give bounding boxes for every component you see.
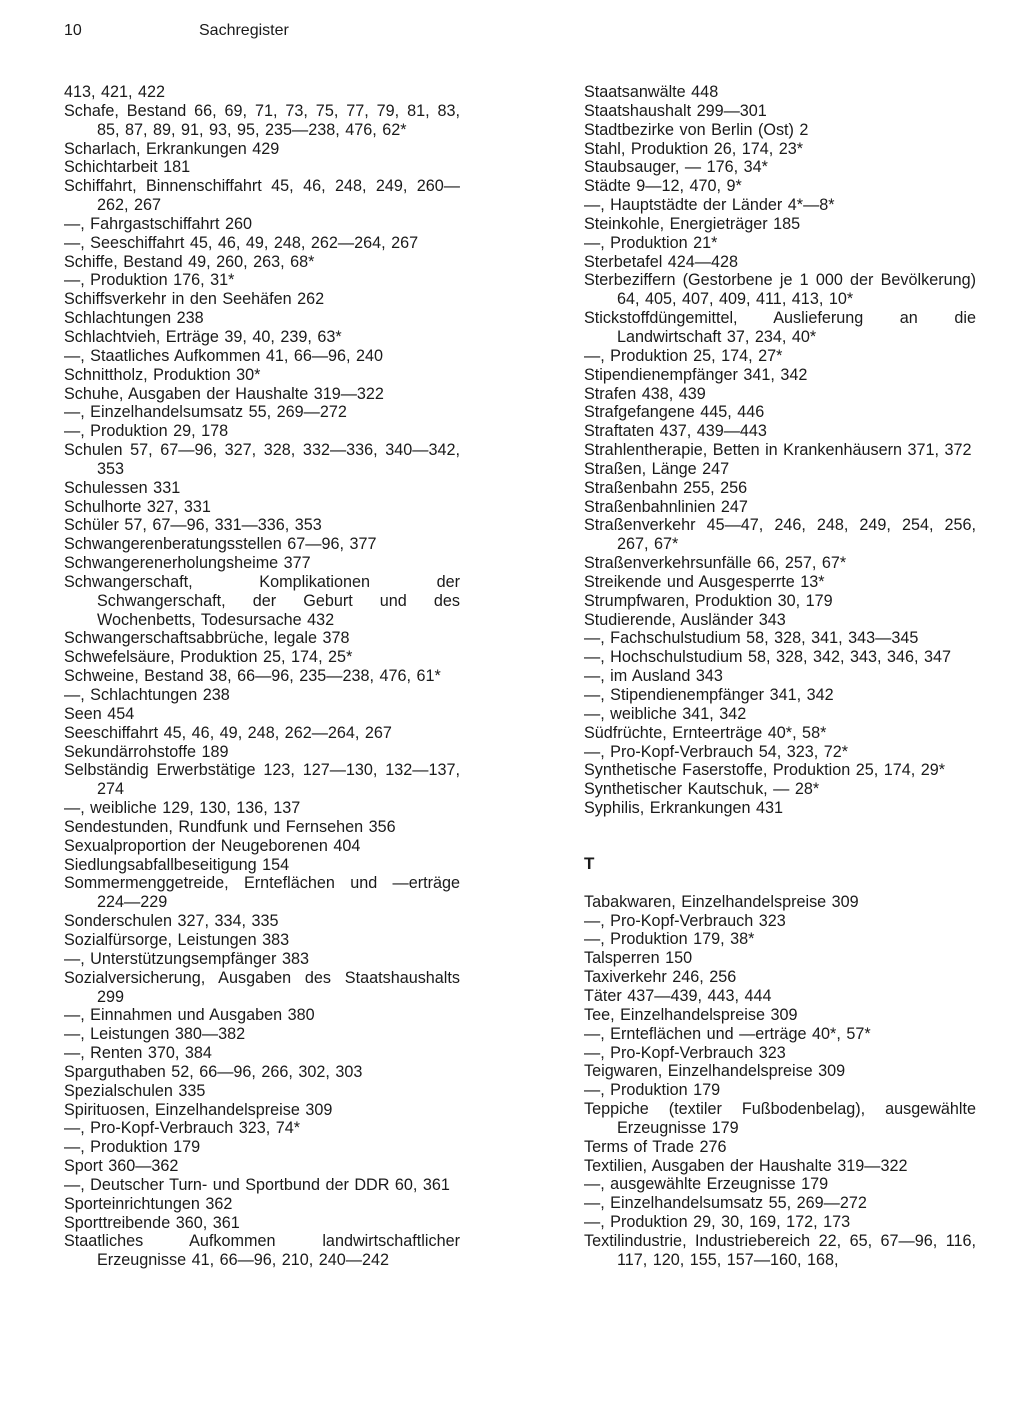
index-entry: Teigwaren, Einzelhandelspreise 309 [584, 1062, 846, 1081]
index-entry: —, Unterstützungsempfänger 383 [64, 949, 309, 968]
page-header [64, 22, 964, 46]
index-entry: Synthetischer Kautschuk, — 28* [584, 780, 820, 799]
index-entry: —, Fachschulstudium 58, 328, 341, 343—345 [584, 629, 919, 648]
index-entry: Seen 454 [64, 704, 135, 723]
index-entry: Strumpfwaren, Produktion 30, 179 [584, 591, 833, 610]
index-entry: Streikende und Ausgesperrte 13* [584, 572, 825, 591]
index-entry: —, Pro-Kopf-Verbrauch 323 [584, 911, 786, 930]
index-entry: —, Schlachtungen 238 [64, 686, 230, 704]
index-entry: Stadtbezirke von Berlin (Ost) 2 [584, 120, 809, 139]
index-entry: Schweine, Bestand 38, 66—96, 235—238, 476, 61* [64, 667, 441, 686]
index-entry: Talsperren 150 [584, 949, 693, 968]
index-entry: Terms of Trade 276 [584, 1137, 727, 1156]
index-entry: —, Hochschulstudium 58, 328, 342, 343, 346, 347 [584, 648, 951, 667]
index-entry: Sommermenggetreide, Ernteflächen und —erträge 224—229 [64, 874, 460, 912]
index-entry: Teppiche (textiler Fußbodenbelag), ausgewählte Erzeugnisse 179 [584, 1100, 976, 1137]
index-entry: —, Ernteflächen und —erträge 40*, 57* [584, 1024, 871, 1043]
index-entry: Taxiverkehr 246, 256 [584, 968, 737, 987]
index-entry: Siedlungsabfallbeseitigung 154 [64, 855, 290, 874]
index-entry: Straßenverkehr 45—47, 246, 248, 249, 254, 256, 267, 67* [584, 516, 976, 554]
index-entry: Schwangerenerholungsheime 377 [64, 554, 311, 573]
index-entry: Schwangerschaftsabbrüche, legale 378 [64, 629, 350, 648]
page-title: Sachregister [199, 22, 289, 39]
index-entry: Staatliches Aufkommen landwirtschaftlicher Erzeugnisse 41, 66—96, 210, 240—242 [64, 1232, 460, 1270]
page-number: 10 [64, 22, 82, 39]
index-entry: Straßenbahnlinien 247 [584, 497, 748, 516]
index-entry: Strahlentherapie, Betten in Krankenhäusern 371, 372 [584, 441, 972, 460]
index-entry: —, Produktion 29, 178 [64, 422, 229, 441]
index-entry: Syphilis, Erkrankungen 431 [584, 799, 784, 818]
index-entry: Staatsanwälte 448 [584, 83, 719, 101]
index-entry: Sparguthaben 52, 66—96, 266, 302, 303 [64, 1062, 363, 1081]
index-entry: Spezialschulen 335 [64, 1081, 206, 1100]
index-entry: Schnittholz, Produktion 30* [64, 365, 261, 384]
index-entry: Straßen, Länge 247 [584, 459, 730, 478]
index-entry: —, Leistungen 380—382 [64, 1025, 246, 1044]
index-entry: —, Produktion 179 [64, 1138, 201, 1157]
index-entry: Täter 437—439, 443, 444 [584, 986, 772, 1005]
index-entry: Selbständig Erwerbstätige 123, 127—130, 132—137, 274 [64, 761, 460, 799]
index-entry: Staubsauger, — 176, 34* [584, 158, 768, 177]
section-letter-heading: T [584, 853, 595, 873]
index-entry: Südfrüchte, Ernteerträge 40*, 58* [584, 723, 827, 742]
index-entry: Scharlach, Erkrankungen 429 [64, 139, 280, 158]
index-entry: Schiffsverkehr in den Seehäfen 262 [64, 290, 325, 309]
index-entry: Sekundärrohstoffe 189 [64, 742, 229, 761]
index-entry: Steinkohle, Energieträger 185 [584, 214, 801, 233]
index-entry: Strafen 438, 439 [584, 384, 706, 403]
index-column-left [64, 83, 460, 1270]
index-entry: Staatshaushalt 299—301 [584, 101, 767, 120]
index-entry: Schichtarbeit 181 [64, 158, 191, 177]
index-entry: Schafe, Bestand 66, 69, 71, 73, 75, 77, 79, 81, 83, 85, 87, 89, 91, 93, 95, 235—238, 476, 62* [64, 101, 460, 139]
index-entry: —, Pro-Kopf-Verbrauch 323, 74* [64, 1119, 301, 1138]
index-entry: —, Pro-Kopf-Verbrauch 54, 323, 72* [584, 742, 849, 761]
index-entry: Straftaten 437, 439—443 [584, 422, 767, 441]
index-entry: —, Einzelhandelsumsatz 55, 269—272 [64, 403, 347, 422]
index-entry: Strafgefangene 445, 446 [584, 403, 765, 422]
index-entry: —, Renten 370, 384 [64, 1044, 212, 1063]
index-entry: Textilien, Ausgaben der Haushalte 319—322 [584, 1156, 908, 1175]
index-entry: Straßenbahn 255, 256 [584, 478, 748, 497]
index-entry: Schiffe, Bestand 49, 260, 263, 68* [64, 252, 315, 271]
index-entry: Sterbeziffern (Gestorbene je 1 000 der Bevölkerung) 64, 405, 407, 409, 411, 413, 10* [584, 271, 976, 309]
index-entry: —, Hauptstädte der Länder 4*—8* [584, 196, 835, 215]
index-entry: Sendestunden, Rundfunk und Fernsehen 356 [64, 817, 396, 836]
index-entry: —, Stipendienempfänger 341, 342 [584, 686, 834, 704]
index-entry: Synthetische Faserstoffe, Produktion 25, 174, 29* [584, 761, 946, 780]
index-entry: —, Seeschiffahrt 45, 46, 49, 248, 262—264, 267 [64, 233, 419, 252]
index-entry: Straßenverkehrsunfälle 66, 257, 67* [584, 554, 847, 573]
index-entry: Sozialversicherung, Ausgaben des Staatshaushalts 299 [64, 968, 460, 1006]
index-entry: —, Pro-Kopf-Verbrauch 323 [584, 1043, 786, 1062]
index-entry: Schuhe, Ausgaben der Haushalte 319—322 [64, 384, 384, 403]
index-entry: Studierende, Ausländer 343 [584, 610, 786, 629]
index-entry: Stipendienempfänger 341, 342 [584, 365, 808, 384]
index-entry: —, Produktion 21* [584, 233, 718, 252]
section-gap [584, 874, 976, 893]
index-entry: Schlachtungen 238 [64, 309, 204, 328]
index-section-s-continued [584, 83, 976, 818]
index-entry: Tee, Einzelhandelspreise 309 [584, 1005, 798, 1024]
index-entry: Schwangerschaft, Komplikationen der Schwangerschaft, der Geburt und des Wochenbetts, Todesursache 432 [64, 572, 460, 629]
index-entry: Schulhorte 327, 331 [64, 497, 211, 516]
index-entry: Tabakwaren, Einzelhandelspreise 309 [584, 892, 859, 911]
index-entry: Seeschiffahrt 45, 46, 49, 248, 262—264, 267 [64, 723, 392, 742]
index-entry: Sporteinrichtungen 362 [64, 1194, 233, 1213]
index-entry: —, Staatliches Aufkommen 41, 66—96, 240 [64, 346, 384, 365]
index-entry: Sport 360—362 [64, 1157, 179, 1176]
index-entry: —, Einnahmen und Ausgaben 380 [64, 1006, 315, 1025]
index-entry: —, Deutscher Turn- und Sportbund der DDR 60, 361 [64, 1175, 450, 1194]
index-entry: Sterbetafel 424—428 [584, 252, 738, 271]
index-entry: Städte 9—12, 470, 9* [584, 177, 742, 196]
index-entry: Schlachtvieh, Erträge 39, 40, 239, 63* [64, 327, 342, 346]
index-entry: Schulen 57, 67—96, 327, 328, 332—336, 340—342, 353 [64, 441, 460, 478]
index-entry: —, Produktion 179, 38* [584, 930, 755, 949]
index-section-t [584, 893, 976, 1270]
index-entry: Schwefelsäure, Produktion 25, 174, 25* [64, 648, 353, 667]
index-entry: —, ausgewählte Erzeugnisse 179 [584, 1175, 829, 1194]
index-entry: Sonderschulen 327, 334, 335 [64, 912, 279, 931]
index-entry: —, im Ausland 343 [584, 667, 723, 686]
index-entry: Schüler 57, 67—96, 331—336, 353 [64, 516, 322, 535]
index-entry: —, Produktion 29, 30, 169, 172, 173 [584, 1213, 851, 1232]
index-entry: —, weibliche 341, 342 [584, 704, 747, 723]
index-entry: Schulessen 331 [64, 478, 181, 497]
index-entry: —, Einzelhandelsumsatz 55, 269—272 [584, 1194, 867, 1213]
section-gap [584, 818, 976, 855]
index-entry: —, Fahrgastschiffahrt 260 [64, 214, 252, 233]
index-entry: 413, 421, 422 [64, 83, 166, 101]
index-entry: Schiffahrt, Binnenschiffahrt 45, 46, 248, 249, 260—262, 267 [64, 177, 460, 215]
index-entry: Sozialfürsorge, Leistungen 383 [64, 930, 290, 949]
index-entry: Spirituosen, Einzelhandelspreise 309 [64, 1100, 333, 1119]
index-entry: —, Produktion 25, 174, 27* [584, 346, 783, 365]
index-entry: —, Produktion 176, 31* [64, 271, 235, 290]
index-entry: Sexualproportion der Neugeborenen 404 [64, 836, 361, 855]
index-entry: —, Produktion 179 [584, 1081, 721, 1100]
index-entry: Sporttreibende 360, 361 [64, 1213, 240, 1232]
index-entry: —, weibliche 129, 130, 136, 137 [64, 799, 301, 818]
index-entry: Schwangerenberatungsstellen 67—96, 377 [64, 535, 377, 554]
index-entry: Stickstoffdüngemittel, Auslieferung an die Landwirtschaft 37, 234, 40* [584, 309, 976, 346]
index-entry: Stahl, Produktion 26, 174, 23* [584, 139, 804, 158]
index-entry: Textilindustrie, Industriebereich 22, 65, 67—96, 116, 117, 120, 155, 157—160, 168, [584, 1231, 976, 1269]
index-column-right [584, 83, 976, 1270]
